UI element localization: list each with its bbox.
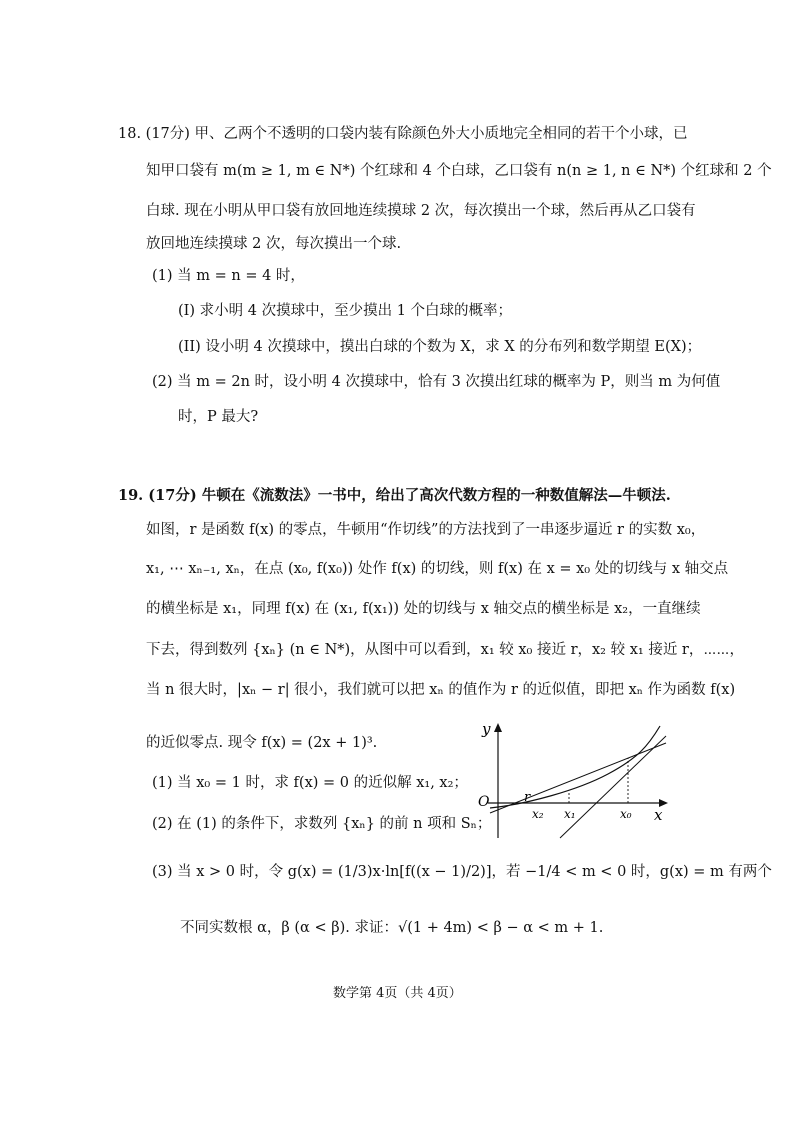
q19-part2: (2) 在 (1) 的条件下，求数列 {xₙ} 的前 n 项和 Sₙ； — [152, 816, 492, 832]
r-label: r — [524, 790, 531, 805]
page-footer: 数学第 4页（共 4页） — [333, 986, 462, 1001]
q19-line-2: 如图，r 是函数 f(x) 的零点，牛顿用“作切线”的方法找到了一串逐步逼近 r 的实数 x₀， — [146, 522, 706, 538]
y-axis-arrow-icon — [494, 723, 502, 732]
q19-part1: (1) 当 x₀ = 1 时，求 f(x) = 0 的近似解 x₁, x₂； — [152, 775, 468, 791]
q19-line-7: 的近似零点. 现令 f(x) = (2x + 1)³. — [146, 735, 378, 751]
q19-line-3: x₁, ⋯ xₙ₋₁, xₙ，在点 (x₀, f(x₀)) 处作 f(x) 的切线，则 f(x) 在 x = x₀ 处的切线与 x 轴交点 — [146, 561, 729, 577]
q18-part1-i: (I) 求小明 4 次摸球中，至少摸出 1 个白球的概率； — [178, 303, 513, 319]
q18-part2-line-2: 时，P 最大? — [178, 409, 259, 425]
tangent-line-at-x0 — [560, 736, 666, 838]
q19-line-1: 19. (17分) 牛顿在《流数法》一书中，给出了高次代数方程的一种数值解法—牛顿法. — [118, 487, 671, 504]
newton-method-figure — [468, 718, 683, 840]
q18-line-2: 知甲口袋有 m(m ≥ 1, m ∈ N*) 个红球和 4 个白球，乙口袋有 n(n ≥ 1, n ∈ N*) 个红球和 2 个 — [146, 163, 772, 179]
q18-line-4: 放回地连续摸球 2 次，每次摸出一个球. — [146, 236, 402, 252]
x0-label: x₀ — [620, 807, 632, 821]
y-axis-label: y — [482, 720, 491, 738]
x1-label: x₁ — [564, 807, 576, 821]
q18-line-3: 白球. 现在小明从甲口袋有放回地连续摸球 2 次，每次摸出一个球，然后再从乙口袋有 — [146, 203, 696, 219]
q18-line-1: 18. (17分) 甲、乙两个不透明的口袋内装有除颜色外大小质地完全相同的若干个小球，已 — [118, 126, 688, 142]
q19-line-4: 的横坐标是 x₁，同理 f(x) 在 (x₁, f(x₁)) 处的切线与 x 轴交点的横坐标是 x₂，一直继续 — [146, 601, 701, 617]
q19-line-5: 下去，得到数列 {xₙ} (n ∈ N*)，从图中可以看到，x₁ 较 x₀ 接近 r，x₂ 较 x₁ 接近 r，⋯⋯， — [146, 642, 744, 658]
q19-part3-line-1: (3) 当 x > 0 时，令 g(x) = (1/3)x·ln[f((x − 1)/2)]，若 −1/4 < m < 0 时，g(x) = m 有两个 — [152, 864, 772, 880]
x2-label: x₂ — [532, 807, 544, 821]
x-axis-label: x — [654, 806, 663, 824]
q18-part2-line-1: (2) 当 m = 2n 时，设小明 4 次摸球中，恰有 3 次摸出红球的概率为 P，则当 m 为何值 — [152, 374, 721, 390]
q18-part1-head: (1) 当 m = n = 4 时， — [152, 268, 305, 284]
origin-label: O — [478, 794, 490, 810]
q19-line-6: 当 n 很大时，|xₙ − r| 很小，我们就可以把 xₙ 的值作为 r 的近似值，即把 xₙ 作为函数 f(x) — [146, 682, 736, 698]
q18-part1-ii: (II) 设小明 4 次摸球中，摸出白球的个数为 X，求 X 的分布列和数学期望 E(X)； — [178, 339, 702, 355]
q19-part3-line-2: 不同实数根 α，β (α < β). 求证：√(1 + 4m) < β − α < m + 1. — [180, 920, 604, 936]
